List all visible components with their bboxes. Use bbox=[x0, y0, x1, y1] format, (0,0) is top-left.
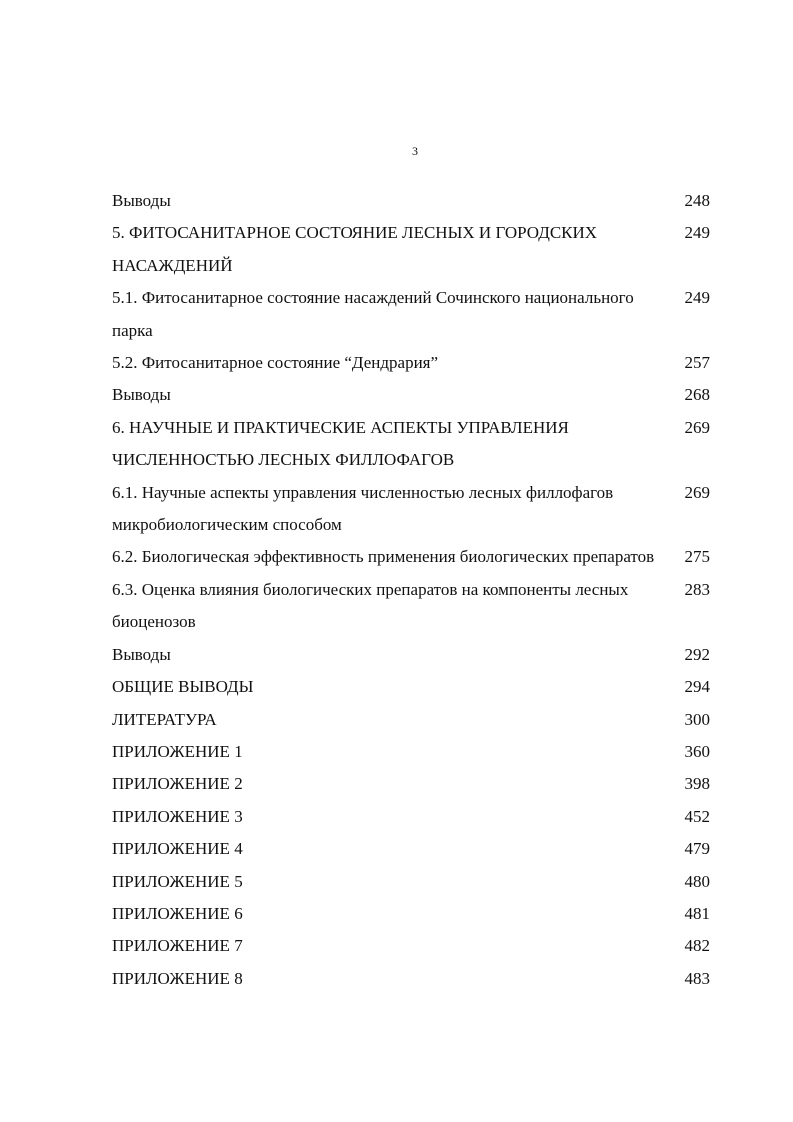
toc-entry bbox=[112, 379, 710, 411]
toc-entry-title: ПРИЛОЖЕНИЕ 4 bbox=[112, 839, 243, 859]
table-of-contents bbox=[112, 185, 710, 995]
toc-entry-title: 5. ФИТОСАНИТАРНОЕ СОСТОЯНИЕ ЛЕСНЫХ И ГОРОДСКИХ НАСАЖДЕНИЙ bbox=[112, 223, 598, 275]
toc-entry-page: 283 bbox=[684, 579, 710, 599]
toc-entry-page: 481 bbox=[684, 903, 710, 923]
toc-entry-page: 300 bbox=[684, 709, 710, 729]
toc-entry bbox=[112, 963, 710, 995]
toc-entry-page: 480 bbox=[684, 871, 710, 891]
toc-entry bbox=[112, 541, 710, 573]
toc-entry-title: ПРИЛОЖЕНИЕ 6 bbox=[112, 903, 243, 923]
toc-entry-page: 249 bbox=[684, 223, 710, 243]
toc-entry bbox=[112, 217, 710, 282]
toc-entry-page: 479 bbox=[684, 839, 710, 859]
toc-entry-page: 257 bbox=[684, 353, 710, 373]
toc-entry-title: ПРИЛОЖЕНИЕ 1 bbox=[112, 741, 243, 761]
toc-entry-title: ПРИЛОЖЕНИЕ 8 bbox=[112, 968, 243, 988]
toc-entry bbox=[112, 768, 710, 800]
toc-entry-title: Выводы bbox=[112, 644, 171, 664]
toc-entry-title: 6.2. Биологическая эффективность применения биологических препаратов bbox=[112, 547, 655, 567]
toc-entry-title: ПРИЛОЖЕНИЕ 3 bbox=[112, 806, 243, 826]
toc-entry bbox=[112, 833, 710, 865]
toc-entry-page: 269 bbox=[684, 417, 710, 437]
toc-entry bbox=[112, 866, 710, 898]
toc-entry bbox=[112, 898, 710, 930]
toc-entry-page: 275 bbox=[684, 547, 710, 567]
toc-entry bbox=[112, 185, 710, 217]
toc-entry bbox=[112, 704, 710, 736]
toc-entry bbox=[112, 736, 710, 768]
toc-entry bbox=[112, 347, 710, 379]
toc-entry-page: 452 bbox=[684, 806, 710, 826]
toc-entry bbox=[112, 574, 710, 639]
toc-entry-title: Выводы bbox=[112, 385, 171, 405]
toc-entry-title: 5.1. Фитосанитарное состояние насаждений Сочинского национального парка bbox=[112, 288, 634, 340]
toc-entry-title: ОБЩИЕ ВЫВОДЫ bbox=[112, 677, 254, 697]
toc-entry-title: ЛИТЕРАТУРА bbox=[112, 709, 217, 729]
toc-entry-page: 483 bbox=[684, 968, 710, 988]
toc-entry-page: 248 bbox=[684, 191, 710, 210]
toc-entry bbox=[112, 671, 710, 703]
toc-entry-title: ПРИЛОЖЕНИЕ 5 bbox=[112, 871, 243, 891]
toc-entry-page: 360 bbox=[684, 741, 710, 761]
toc-entry-title: ПРИЛОЖЕНИЕ 7 bbox=[112, 936, 243, 956]
toc-entry bbox=[112, 282, 710, 347]
toc-entry bbox=[112, 930, 710, 962]
toc-entry bbox=[112, 639, 710, 671]
toc-entry-title: Выводы bbox=[112, 191, 171, 210]
toc-entry-page: 269 bbox=[684, 482, 710, 502]
page-number: 3 bbox=[412, 144, 418, 158]
toc-entry bbox=[112, 801, 710, 833]
toc-entry-page: 292 bbox=[684, 644, 710, 664]
toc-entry-page: 482 bbox=[684, 936, 710, 956]
toc-entry-page: 268 bbox=[684, 385, 710, 405]
toc-entry-title: 6.3. Оценка влияния биологических препаратов на компоненты лесных биоценозов bbox=[112, 579, 629, 632]
toc-entry-page: 249 bbox=[684, 288, 710, 308]
toc-entry bbox=[112, 477, 710, 542]
toc-entry-title: 6.1. Научные аспекты управления численностью лесных филлофагов микробиологическим способом bbox=[112, 482, 614, 535]
toc-entry-page: 398 bbox=[684, 774, 710, 794]
toc-entry bbox=[112, 412, 710, 477]
toc-entry-title: ПРИЛОЖЕНИЕ 2 bbox=[112, 774, 243, 794]
toc-entry-title: 5.2. Фитосанитарное состояние “Дендрария” bbox=[112, 353, 439, 373]
toc-entry-title: 6. НАУЧНЫЕ И ПРАКТИЧЕСКИЕ АСПЕКТЫ УПРАВЛЕНИЯ ЧИСЛЕННОСТЬЮ ЛЕСНЫХ ФИЛЛОФАГОВ bbox=[112, 417, 569, 470]
toc-entry-page: 294 bbox=[684, 677, 710, 697]
